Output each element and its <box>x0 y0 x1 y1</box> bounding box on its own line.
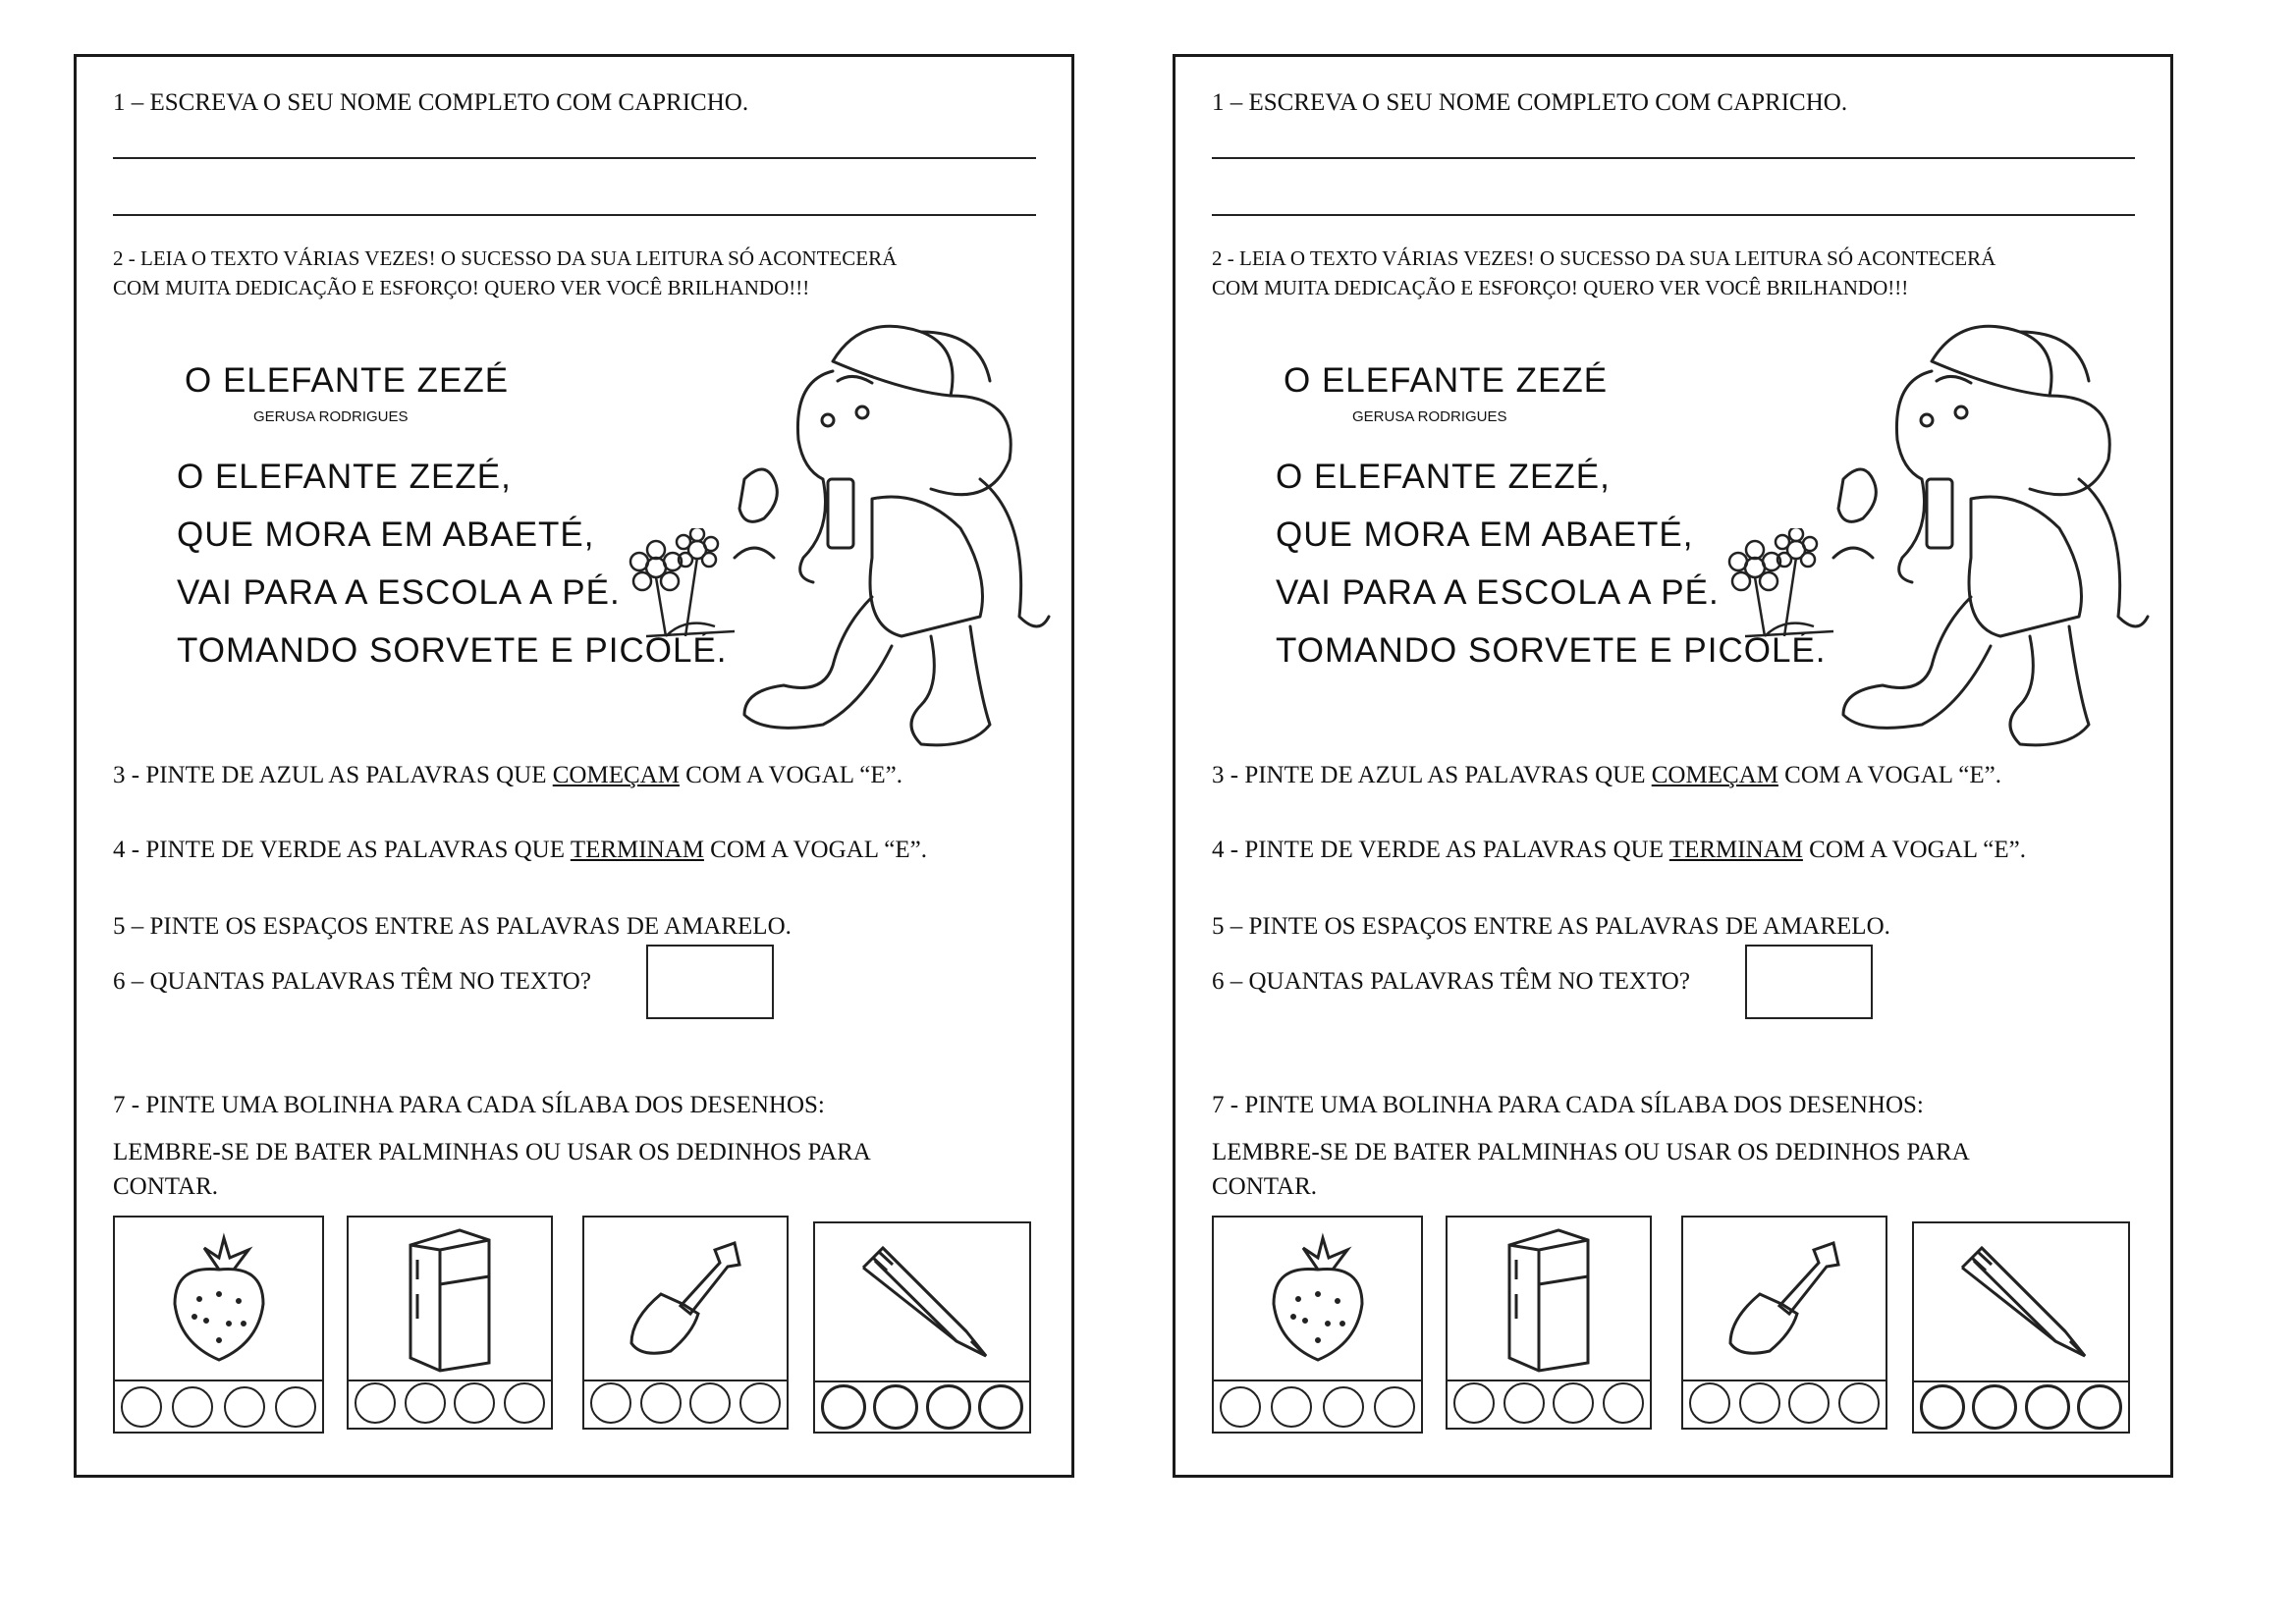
syllable-dot[interactable] <box>1838 1382 1880 1424</box>
poem-line-4: TOMANDO SORVETE E PICOLÉ. <box>1276 631 1827 670</box>
poem-author: GERUSA RODRIGUES <box>253 408 409 425</box>
syllable-dot[interactable] <box>2077 1384 2122 1430</box>
poem-author: GERUSA RODRIGUES <box>1352 408 1507 425</box>
syllable-dot[interactable] <box>1503 1382 1545 1424</box>
elephant-illustration <box>725 302 1059 754</box>
question-3 <box>113 762 902 789</box>
word-count-answer-box[interactable] <box>1745 945 1873 1019</box>
question-3-underlined: COMEÇAM <box>552 762 680 788</box>
syllable-dots <box>1453 1382 1644 1424</box>
syllable-dot[interactable] <box>1739 1382 1780 1424</box>
poem-line-2: QUE MORA EM ABAETÉ, <box>177 515 595 554</box>
question-7: 7 - PINTE UMA BOLINHA PARA CADA SÍLABA DOS DESENHOS: <box>1212 1092 1924 1118</box>
syllable-card-strawberry <box>113 1216 324 1434</box>
worksheet-left <box>74 54 1074 1478</box>
question-2-line-1: 2 - LEIA O TEXTO VÁRIAS VEZES! O SUCESSO DA SUA LEITURA SÓ ACONTECERÁ <box>1212 246 1996 270</box>
syllable-dot[interactable] <box>739 1382 781 1424</box>
question-3-end: COM A VOGAL “E”. <box>1777 762 2001 788</box>
syllable-dot[interactable] <box>640 1382 682 1424</box>
question-4-underlined: TERMINAM <box>1668 837 1803 863</box>
question-4 <box>113 837 927 864</box>
question-3-text: 3 - PINTE DE AZUL AS PALAVRAS QUE <box>1212 762 1652 788</box>
question-7-note-1: LEMBRE-SE DE BATER PALMINHAS OU USAR OS DEDINHOS PARA <box>1212 1139 1970 1165</box>
refrigerator-icon <box>1504 1225 1593 1373</box>
syllable-card-strawberry <box>1212 1216 1423 1434</box>
syllable-dots <box>821 1384 1023 1430</box>
syllable-card-pencil <box>1912 1221 2130 1434</box>
syllable-dot[interactable] <box>1271 1386 1312 1428</box>
syllable-card-pencil <box>813 1221 1031 1434</box>
question-4-underlined: TERMINAM <box>570 837 704 863</box>
question-5: 5 – PINTE OS ESPAÇOS ENTRE AS PALAVRAS DE AMARELO. <box>113 913 792 940</box>
poem-title: O ELEFANTE ZEZÉ <box>185 361 510 400</box>
name-line-1[interactable] <box>113 157 1036 159</box>
shovel-icon <box>1721 1235 1848 1363</box>
poem-line-4: TOMANDO SORVETE E PICOLÉ. <box>177 631 728 670</box>
syllable-dot[interactable] <box>2025 1384 2070 1430</box>
syllable-dot[interactable] <box>689 1382 731 1424</box>
syllable-dots <box>1920 1384 2122 1430</box>
word-count-answer-box[interactable] <box>646 945 774 1019</box>
syllable-dot[interactable] <box>821 1384 866 1430</box>
poem-title: O ELEFANTE ZEZÉ <box>1284 361 1609 400</box>
strawberry-icon <box>1264 1230 1372 1368</box>
question-6: 6 – QUANTAS PALAVRAS TÊM NO TEXTO? <box>113 968 591 995</box>
question-2-line-2: COM MUITA DEDICAÇÃO E ESFORÇO! QUERO VER VOCÊ BRILHANDO!!! <box>113 276 810 299</box>
question-2-line-2: COM MUITA DEDICAÇÃO E ESFORÇO! QUERO VER VOCÊ BRILHANDO!!! <box>1212 276 1909 299</box>
syllable-dots <box>1220 1386 1415 1428</box>
question-7-note-2: CONTAR. <box>113 1173 219 1200</box>
syllable-dot[interactable] <box>1972 1384 2017 1430</box>
syllable-dot[interactable] <box>1553 1382 1594 1424</box>
syllable-dot[interactable] <box>1220 1386 1261 1428</box>
question-7: 7 - PINTE UMA BOLINHA PARA CADA SÍLABA DOS DESENHOS: <box>113 1092 825 1118</box>
question-4-end: COM A VOGAL “E”. <box>1802 837 2026 863</box>
syllable-card-refrigerator <box>347 1216 553 1430</box>
question-5: 5 – PINTE OS ESPAÇOS ENTRE AS PALAVRAS DE AMARELO. <box>1212 913 1890 940</box>
syllable-card-shovel <box>582 1216 789 1430</box>
syllable-dots <box>355 1382 545 1424</box>
poem-line-1: O ELEFANTE ZEZÉ, <box>1276 458 1611 496</box>
syllable-dot[interactable] <box>504 1382 545 1424</box>
question-3 <box>1212 762 2001 789</box>
question-3-end: COM A VOGAL “E”. <box>679 762 902 788</box>
syllable-card-shovel <box>1681 1216 1887 1430</box>
question-4-end: COM A VOGAL “E”. <box>703 837 927 863</box>
syllable-dot[interactable] <box>590 1382 631 1424</box>
syllable-dot[interactable] <box>1374 1386 1415 1428</box>
syllable-dot[interactable] <box>926 1384 971 1430</box>
syllable-dot[interactable] <box>1603 1382 1644 1424</box>
pencil-icon <box>853 1243 991 1361</box>
question-4-text: 4 - PINTE DE VERDE AS PALAVRAS QUE <box>113 837 571 863</box>
name-line-2[interactable] <box>1212 214 2135 216</box>
question-2-line-1: 2 - LEIA O TEXTO VÁRIAS VEZES! O SUCESSO DA SUA LEITURA SÓ ACONTECERÁ <box>113 246 898 270</box>
poem-line-2: QUE MORA EM ABAETÉ, <box>1276 515 1694 554</box>
syllable-dot[interactable] <box>978 1384 1023 1430</box>
shovel-icon <box>622 1235 749 1363</box>
syllable-dot[interactable] <box>1788 1382 1830 1424</box>
syllable-dot[interactable] <box>1920 1384 1965 1430</box>
poem-line-3: VAI PARA A ESCOLA A PÉ. <box>177 573 621 612</box>
syllable-dot[interactable] <box>172 1386 213 1428</box>
poem-line-3: VAI PARA A ESCOLA A PÉ. <box>1276 573 1720 612</box>
syllable-dots <box>590 1382 781 1424</box>
syllable-dot[interactable] <box>1689 1382 1730 1424</box>
syllable-dot[interactable] <box>1323 1386 1364 1428</box>
question-3-text: 3 - PINTE DE AZUL AS PALAVRAS QUE <box>113 762 553 788</box>
syllable-dot[interactable] <box>873 1384 918 1430</box>
refrigerator-icon <box>406 1225 494 1373</box>
question-4-text: 4 - PINTE DE VERDE AS PALAVRAS QUE <box>1212 837 1669 863</box>
syllable-dot[interactable] <box>224 1386 265 1428</box>
syllable-dot[interactable] <box>405 1382 446 1424</box>
syllable-card-refrigerator <box>1446 1216 1652 1430</box>
poem-line-1: O ELEFANTE ZEZÉ, <box>177 458 512 496</box>
syllable-dots <box>1689 1382 1880 1424</box>
question-7-note-2: CONTAR. <box>1212 1173 1318 1200</box>
question-3-underlined: COMEÇAM <box>1651 762 1778 788</box>
syllable-dot[interactable] <box>1453 1382 1495 1424</box>
pencil-icon <box>1952 1243 2090 1361</box>
strawberry-icon <box>165 1230 273 1368</box>
question-1: 1 – ESCREVA O SEU NOME COMPLETO COM CAPRICHO. <box>113 89 749 116</box>
question-6: 6 – QUANTAS PALAVRAS TÊM NO TEXTO? <box>1212 968 1690 995</box>
question-1: 1 – ESCREVA O SEU NOME COMPLETO COM CAPRICHO. <box>1212 89 1848 116</box>
name-line-2[interactable] <box>113 214 1036 216</box>
question-7-note-1: LEMBRE-SE DE BATER PALMINHAS OU USAR OS DEDINHOS PARA <box>113 1139 871 1165</box>
syllable-dot[interactable] <box>454 1382 495 1424</box>
syllable-dot[interactable] <box>355 1382 396 1424</box>
syllable-dots <box>121 1386 316 1428</box>
syllable-dot[interactable] <box>275 1386 316 1428</box>
name-line-1[interactable] <box>1212 157 2135 159</box>
elephant-illustration <box>1824 302 2158 754</box>
syllable-dot[interactable] <box>121 1386 162 1428</box>
worksheet-right <box>1173 54 2173 1478</box>
question-4 <box>1212 837 2026 864</box>
